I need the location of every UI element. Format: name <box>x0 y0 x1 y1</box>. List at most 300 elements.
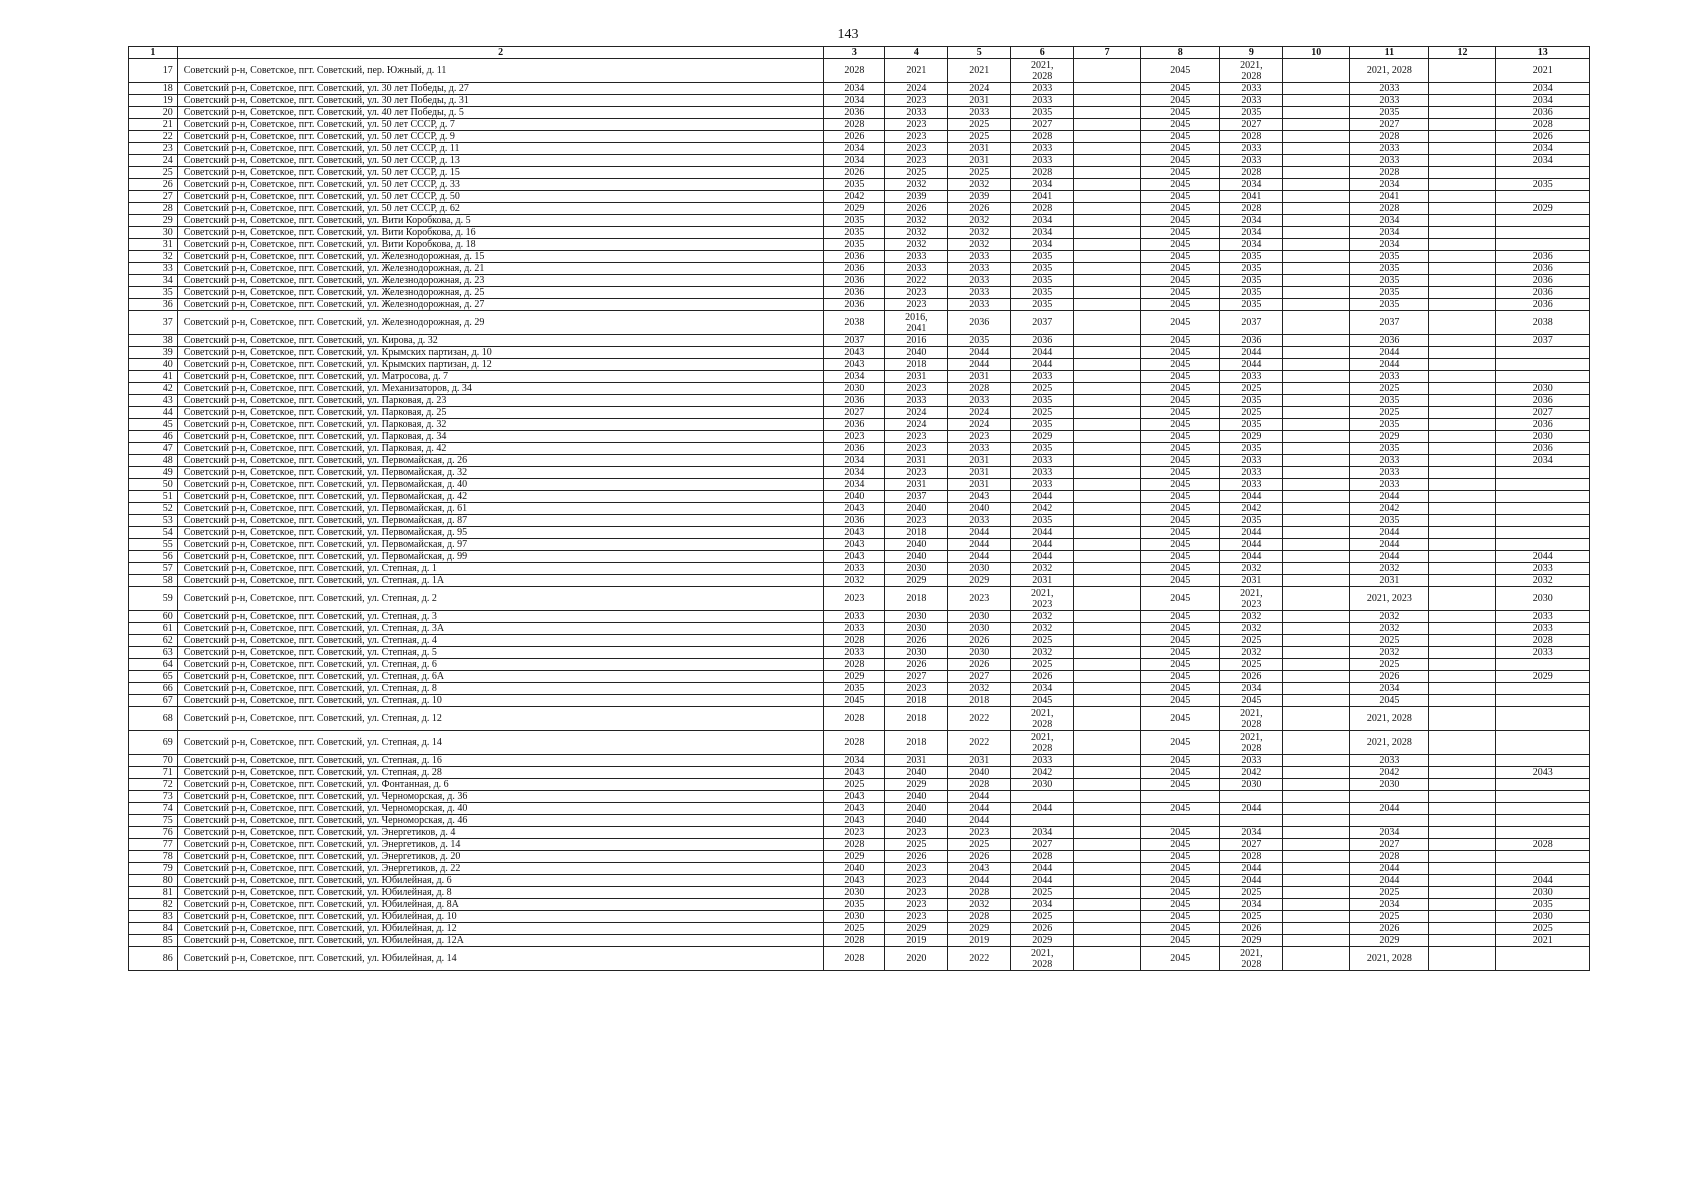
year-cell: 2033 <box>948 263 1011 275</box>
year-cell: 2035 <box>824 683 885 695</box>
year-cell: 2045 <box>1141 407 1220 419</box>
year-cell <box>1283 479 1350 491</box>
table-row <box>129 731 1590 755</box>
row-number-cell: 51 <box>129 491 178 503</box>
year-cell: 2033 <box>948 443 1011 455</box>
year-cell: 2025 <box>824 923 885 935</box>
year-cell: 2028 <box>1350 131 1429 143</box>
table-row <box>129 647 1590 659</box>
year-cell: 2033 <box>1011 455 1074 467</box>
year-cell: 2045 <box>1141 203 1220 215</box>
year-cell: 2040 <box>885 815 948 827</box>
year-cell: 2043 <box>824 791 885 803</box>
year-cell: 2032 <box>948 683 1011 695</box>
year-cell <box>1283 527 1350 539</box>
row-number-cell: 22 <box>129 131 178 143</box>
year-cell: 2044 <box>948 539 1011 551</box>
year-cell: 2044 <box>1220 863 1283 875</box>
year-cell: 2036 <box>824 443 885 455</box>
year-cell: 2033 <box>824 647 885 659</box>
year-cell: 2027 <box>1350 119 1429 131</box>
year-cell: 2024 <box>948 83 1011 95</box>
table-row <box>129 779 1590 791</box>
year-cell: 2044 <box>1011 863 1074 875</box>
year-cell <box>1429 395 1496 407</box>
year-cell: 2025 <box>824 779 885 791</box>
year-cell: 2033 <box>1220 467 1283 479</box>
year-cell <box>1283 239 1350 251</box>
year-cell: 2045 <box>1141 683 1220 695</box>
year-cell: 2040 <box>824 491 885 503</box>
year-cell <box>1074 383 1141 395</box>
year-cell <box>1074 287 1141 299</box>
table-row <box>129 515 1590 527</box>
year-cell <box>1496 947 1590 971</box>
year-cell: 2028 <box>824 947 885 971</box>
year-cell: 2029 <box>1350 431 1429 443</box>
year-cell: 2044 <box>1011 551 1074 563</box>
year-cell: 2032 <box>1011 647 1074 659</box>
year-cell: 2041 <box>1350 191 1429 203</box>
year-cell <box>1074 875 1141 887</box>
year-cell <box>1074 947 1141 971</box>
year-cell: 2025 <box>948 839 1011 851</box>
year-cell: 2039 <box>885 191 948 203</box>
year-cell: 2032 <box>1350 623 1429 635</box>
table-row <box>129 827 1590 839</box>
year-cell <box>1283 311 1350 335</box>
year-cell: 2044 <box>1220 491 1283 503</box>
year-cell <box>1496 527 1590 539</box>
year-cell: 2032 <box>1011 623 1074 635</box>
year-cell: 2045 <box>1141 479 1220 491</box>
table-row <box>129 683 1590 695</box>
year-cell: 2043 <box>824 347 885 359</box>
row-number-cell: 42 <box>129 383 178 395</box>
year-cell <box>1074 551 1141 563</box>
address-cell: Советский р-н, Советское, пгт. Советский, ул. Кирова, д. 32 <box>177 335 824 347</box>
year-cell: 2034 <box>1350 227 1429 239</box>
year-cell <box>1283 647 1350 659</box>
year-cell <box>1283 227 1350 239</box>
year-cell: 2026 <box>1220 923 1283 935</box>
year-cell: 2034 <box>1011 683 1074 695</box>
year-cell: 2018 <box>948 695 1011 707</box>
column-header: 2 <box>177 47 824 59</box>
year-cell <box>1429 851 1496 863</box>
year-cell: 2023 <box>885 131 948 143</box>
address-cell: Советский р-н, Советское, пгт. Советский, ул. Железнодорожная, д. 21 <box>177 263 824 275</box>
year-cell: 2036 <box>824 419 885 431</box>
column-header: 6 <box>1011 47 1074 59</box>
year-cell: 2033 <box>1350 83 1429 95</box>
row-number-cell: 21 <box>129 119 178 131</box>
year-cell: 2044 <box>948 815 1011 827</box>
year-cell: 2025 <box>1350 383 1429 395</box>
address-cell: Советский р-н, Советское, пгт. Советский, ул. Юбилейная, д. 8 <box>177 887 824 899</box>
year-cell <box>1283 359 1350 371</box>
year-cell: 2045 <box>1141 767 1220 779</box>
year-cell <box>1429 707 1496 731</box>
year-cell: 2027 <box>1496 407 1590 419</box>
year-cell: 2044 <box>948 347 1011 359</box>
year-cell: 2034 <box>1350 239 1429 251</box>
year-cell <box>1496 167 1590 179</box>
year-cell <box>1074 455 1141 467</box>
table-row <box>129 863 1590 875</box>
year-cell: 2034 <box>824 755 885 767</box>
year-cell: 2032 <box>1496 575 1590 587</box>
year-cell <box>1496 239 1590 251</box>
year-cell <box>1283 431 1350 443</box>
year-cell <box>1429 923 1496 935</box>
year-cell <box>1496 779 1590 791</box>
year-cell: 2036 <box>1496 395 1590 407</box>
row-number-cell: 66 <box>129 683 178 695</box>
row-number-cell: 37 <box>129 311 178 335</box>
year-cell <box>1429 635 1496 647</box>
year-cell: 2021, 2028 <box>1220 707 1283 731</box>
year-cell <box>1283 95 1350 107</box>
row-number-cell: 85 <box>129 935 178 947</box>
year-cell <box>1074 443 1141 455</box>
year-cell: 2039 <box>948 191 1011 203</box>
year-cell: 2023 <box>885 515 948 527</box>
year-cell <box>1283 419 1350 431</box>
year-cell: 2025 <box>948 119 1011 131</box>
year-cell <box>1429 443 1496 455</box>
table-row <box>129 539 1590 551</box>
address-cell: Советский р-н, Советское, пгт. Советский, ул. 40 лет Победы, д. 5 <box>177 107 824 119</box>
year-cell: 2018 <box>885 707 948 731</box>
year-cell: 2025 <box>1350 407 1429 419</box>
year-cell: 2025 <box>885 839 948 851</box>
row-number-cell: 61 <box>129 623 178 635</box>
year-cell: 2032 <box>1350 611 1429 623</box>
table-row <box>129 227 1590 239</box>
column-header: 12 <box>1429 47 1496 59</box>
year-cell <box>1283 191 1350 203</box>
year-cell: 2042 <box>1350 503 1429 515</box>
year-cell: 2030 <box>948 647 1011 659</box>
year-cell: 2024 <box>948 407 1011 419</box>
year-cell: 2032 <box>948 227 1011 239</box>
row-number-cell: 45 <box>129 419 178 431</box>
row-number-cell: 32 <box>129 251 178 263</box>
row-number-cell: 79 <box>129 863 178 875</box>
year-cell: 2035 <box>1011 263 1074 275</box>
year-cell: 2044 <box>1011 875 1074 887</box>
year-cell <box>1074 347 1141 359</box>
year-cell: 2019 <box>885 935 948 947</box>
row-number-cell: 48 <box>129 455 178 467</box>
table-row <box>129 623 1590 635</box>
column-header: 1 <box>129 47 178 59</box>
row-number-cell: 25 <box>129 167 178 179</box>
year-cell <box>1283 767 1350 779</box>
year-cell <box>1496 191 1590 203</box>
year-cell <box>1074 839 1141 851</box>
year-cell <box>1074 119 1141 131</box>
year-cell: 2040 <box>885 347 948 359</box>
year-cell: 2045 <box>1011 695 1074 707</box>
year-cell: 2045 <box>1141 191 1220 203</box>
year-cell: 2036 <box>824 299 885 311</box>
year-cell: 2034 <box>824 455 885 467</box>
year-cell: 2035 <box>1350 515 1429 527</box>
year-cell: 2045 <box>1141 515 1220 527</box>
year-cell <box>1429 131 1496 143</box>
year-cell: 2035 <box>1011 287 1074 299</box>
year-cell: 2037 <box>824 335 885 347</box>
address-cell: Советский р-н, Советское, пгт. Советский, ул. Юбилейная, д. 12А <box>177 935 824 947</box>
year-cell: 2037 <box>885 491 948 503</box>
year-cell <box>1074 815 1141 827</box>
table-row <box>129 239 1590 251</box>
year-cell: 2045 <box>1141 779 1220 791</box>
year-cell: 2045 <box>1141 839 1220 851</box>
year-cell: 2035 <box>1220 263 1283 275</box>
address-cell: Советский р-н, Советское, пгт. Советский, ул. Степная, д. 3А <box>177 623 824 635</box>
year-cell <box>1429 575 1496 587</box>
year-cell: 2045 <box>1141 179 1220 191</box>
year-cell <box>1429 899 1496 911</box>
row-number-cell: 55 <box>129 539 178 551</box>
year-cell: 2044 <box>948 359 1011 371</box>
year-cell: 2021, 2028 <box>1011 707 1074 731</box>
year-cell: 2035 <box>1220 107 1283 119</box>
year-cell <box>1283 131 1350 143</box>
year-cell <box>1283 551 1350 563</box>
year-cell <box>1429 695 1496 707</box>
year-cell <box>1429 59 1496 83</box>
address-cell: Советский р-н, Советское, пгт. Советский, ул. Степная, д. 28 <box>177 767 824 779</box>
year-cell: 2018 <box>885 359 948 371</box>
year-cell: 2033 <box>1220 155 1283 167</box>
year-cell <box>1429 791 1496 803</box>
year-cell: 2044 <box>1220 551 1283 563</box>
year-cell: 2042 <box>1011 767 1074 779</box>
year-cell <box>1429 527 1496 539</box>
year-cell: 2029 <box>1496 203 1590 215</box>
year-cell <box>1074 227 1141 239</box>
year-cell <box>1283 899 1350 911</box>
year-cell <box>1429 419 1496 431</box>
year-cell: 2025 <box>1011 887 1074 899</box>
row-number-cell: 40 <box>129 359 178 371</box>
year-cell <box>1283 335 1350 347</box>
row-number-cell: 83 <box>129 911 178 923</box>
year-cell: 2016 <box>885 335 948 347</box>
year-cell: 2045 <box>1141 311 1220 335</box>
year-cell: 2044 <box>948 875 1011 887</box>
year-cell <box>1429 299 1496 311</box>
year-cell: 2029 <box>824 203 885 215</box>
address-cell: Советский р-н, Советское, пгт. Советский, пер. Южный, д. 11 <box>177 59 824 83</box>
year-cell <box>1074 647 1141 659</box>
year-cell: 2035 <box>824 239 885 251</box>
address-cell: Советский р-н, Советское, пгт. Советский, ул. Первомайская, д. 87 <box>177 515 824 527</box>
table-row <box>129 95 1590 107</box>
year-cell: 2045 <box>824 695 885 707</box>
year-cell: 2033 <box>885 395 948 407</box>
year-cell <box>1074 863 1141 875</box>
year-cell: 2023 <box>885 683 948 695</box>
address-cell: Советский р-н, Советское, пгт. Советский, ул. Степная, д. 4 <box>177 635 824 647</box>
year-cell: 2040 <box>885 767 948 779</box>
year-cell: 2021, 2023 <box>1011 587 1074 611</box>
address-cell: Советский р-н, Советское, пгт. Советский, ул. 30 лет Победы, д. 31 <box>177 95 824 107</box>
address-cell: Советский р-н, Советское, пгт. Советский, ул. Механизаторов, д. 34 <box>177 383 824 395</box>
year-cell <box>1429 779 1496 791</box>
address-cell: Советский р-н, Советское, пгт. Советский, ул. Железнодорожная, д. 23 <box>177 275 824 287</box>
year-cell: 2045 <box>1141 167 1220 179</box>
year-cell <box>1074 935 1141 947</box>
year-cell: 2021, 2028 <box>1350 707 1429 731</box>
year-cell: 2044 <box>1220 359 1283 371</box>
year-cell: 2023 <box>885 443 948 455</box>
year-cell <box>1496 863 1590 875</box>
year-cell: 2032 <box>1350 647 1429 659</box>
address-cell: Советский р-н, Советское, пгт. Советский, ул. Черноморская, д. 40 <box>177 803 824 815</box>
address-cell: Советский р-н, Советское, пгт. Советский, ул. Степная, д. 6А <box>177 671 824 683</box>
address-cell: Советский р-н, Советское, пгт. Советский, ул. 50 лет СССР, д. 33 <box>177 179 824 191</box>
year-cell <box>1074 911 1141 923</box>
year-cell <box>1283 275 1350 287</box>
row-number-cell: 26 <box>129 179 178 191</box>
year-cell <box>1074 263 1141 275</box>
table-row <box>129 359 1590 371</box>
year-cell <box>1429 539 1496 551</box>
year-cell: 2023 <box>885 95 948 107</box>
year-cell: 2028 <box>824 119 885 131</box>
address-cell: Советский р-н, Советское, пгт. Советский, ул. Степная, д. 16 <box>177 755 824 767</box>
year-cell: 2040 <box>885 803 948 815</box>
year-cell <box>1496 347 1590 359</box>
year-cell: 2028 <box>824 731 885 755</box>
table-row <box>129 839 1590 851</box>
year-cell <box>1283 659 1350 671</box>
address-cell: Советский р-н, Советское, пгт. Советский, ул. Первомайская, д. 61 <box>177 503 824 515</box>
year-cell <box>1283 371 1350 383</box>
row-number-cell: 38 <box>129 335 178 347</box>
year-cell <box>1074 671 1141 683</box>
address-cell: Советский р-н, Советское, пгт. Советский, ул. Степная, д. 6 <box>177 659 824 671</box>
year-cell: 2044 <box>1496 875 1590 887</box>
year-cell: 2029 <box>824 851 885 863</box>
year-cell: 2023 <box>948 431 1011 443</box>
year-cell: 2045 <box>1141 587 1220 611</box>
year-cell <box>1429 275 1496 287</box>
year-cell: 2034 <box>824 95 885 107</box>
year-cell: 2023 <box>824 431 885 443</box>
year-cell: 2030 <box>885 623 948 635</box>
year-cell: 2035 <box>824 899 885 911</box>
year-cell: 2018 <box>885 527 948 539</box>
year-cell <box>1429 179 1496 191</box>
year-cell: 2034 <box>1220 683 1283 695</box>
year-cell: 2025 <box>1011 383 1074 395</box>
year-cell: 2034 <box>824 143 885 155</box>
table-row <box>129 347 1590 359</box>
year-cell: 2034 <box>824 155 885 167</box>
year-cell <box>1429 239 1496 251</box>
year-cell: 2042 <box>1011 503 1074 515</box>
year-cell <box>1429 347 1496 359</box>
year-cell <box>1283 455 1350 467</box>
year-cell: 2023 <box>885 299 948 311</box>
year-cell: 2033 <box>1011 155 1074 167</box>
year-cell <box>1283 491 1350 503</box>
year-cell: 2035 <box>824 179 885 191</box>
year-cell: 2040 <box>885 551 948 563</box>
year-cell <box>1283 515 1350 527</box>
year-cell <box>1074 215 1141 227</box>
address-cell: Советский р-н, Советское, пгт. Советский, ул. 50 лет СССР, д. 15 <box>177 167 824 179</box>
year-cell: 2033 <box>1011 143 1074 155</box>
year-cell: 2045 <box>1141 659 1220 671</box>
year-cell: 2033 <box>948 107 1011 119</box>
year-cell: 2027 <box>1220 839 1283 851</box>
year-cell: 2036 <box>824 251 885 263</box>
year-cell <box>1283 803 1350 815</box>
year-cell: 2033 <box>948 275 1011 287</box>
year-cell <box>1429 143 1496 155</box>
year-cell <box>1283 683 1350 695</box>
year-cell: 2045 <box>1141 383 1220 395</box>
table-row <box>129 551 1590 563</box>
year-cell <box>1496 467 1590 479</box>
year-cell <box>1074 755 1141 767</box>
year-cell <box>1429 227 1496 239</box>
year-cell <box>1496 503 1590 515</box>
year-cell <box>1074 95 1141 107</box>
year-cell: 2028 <box>1220 851 1283 863</box>
year-cell: 2027 <box>885 671 948 683</box>
year-cell: 2045 <box>1141 947 1220 971</box>
year-cell: 2031 <box>948 95 1011 107</box>
year-cell: 2031 <box>948 467 1011 479</box>
year-cell <box>1074 683 1141 695</box>
year-cell: 2034 <box>1350 827 1429 839</box>
table-row <box>129 167 1590 179</box>
year-cell <box>1350 791 1429 803</box>
column-header: 9 <box>1220 47 1283 59</box>
address-cell: Советский р-н, Советское, пгт. Советский, ул. 50 лет СССР, д. 62 <box>177 203 824 215</box>
year-cell <box>1429 863 1496 875</box>
year-cell: 2041 <box>1011 191 1074 203</box>
year-cell: 2036 <box>1220 335 1283 347</box>
year-cell: 2023 <box>885 431 948 443</box>
year-cell: 2036 <box>824 275 885 287</box>
year-cell: 2044 <box>1350 863 1429 875</box>
address-cell: Советский р-н, Советское, пгт. Советский, ул. Юбилейная, д. 14 <box>177 947 824 971</box>
year-cell: 2045 <box>1141 395 1220 407</box>
year-cell: 2018 <box>885 731 948 755</box>
year-cell: 2045 <box>1141 851 1220 863</box>
row-number-cell: 34 <box>129 275 178 287</box>
address-cell: Советский р-н, Советское, пгт. Советский, ул. Степная, д. 5 <box>177 647 824 659</box>
year-cell: 2033 <box>1350 143 1429 155</box>
table-row <box>129 815 1590 827</box>
year-cell: 2043 <box>824 815 885 827</box>
year-cell: 2031 <box>948 143 1011 155</box>
year-cell: 2027 <box>824 407 885 419</box>
year-cell <box>1429 767 1496 779</box>
row-number-cell: 62 <box>129 635 178 647</box>
year-cell: 2033 <box>1350 95 1429 107</box>
table-row <box>129 755 1590 767</box>
